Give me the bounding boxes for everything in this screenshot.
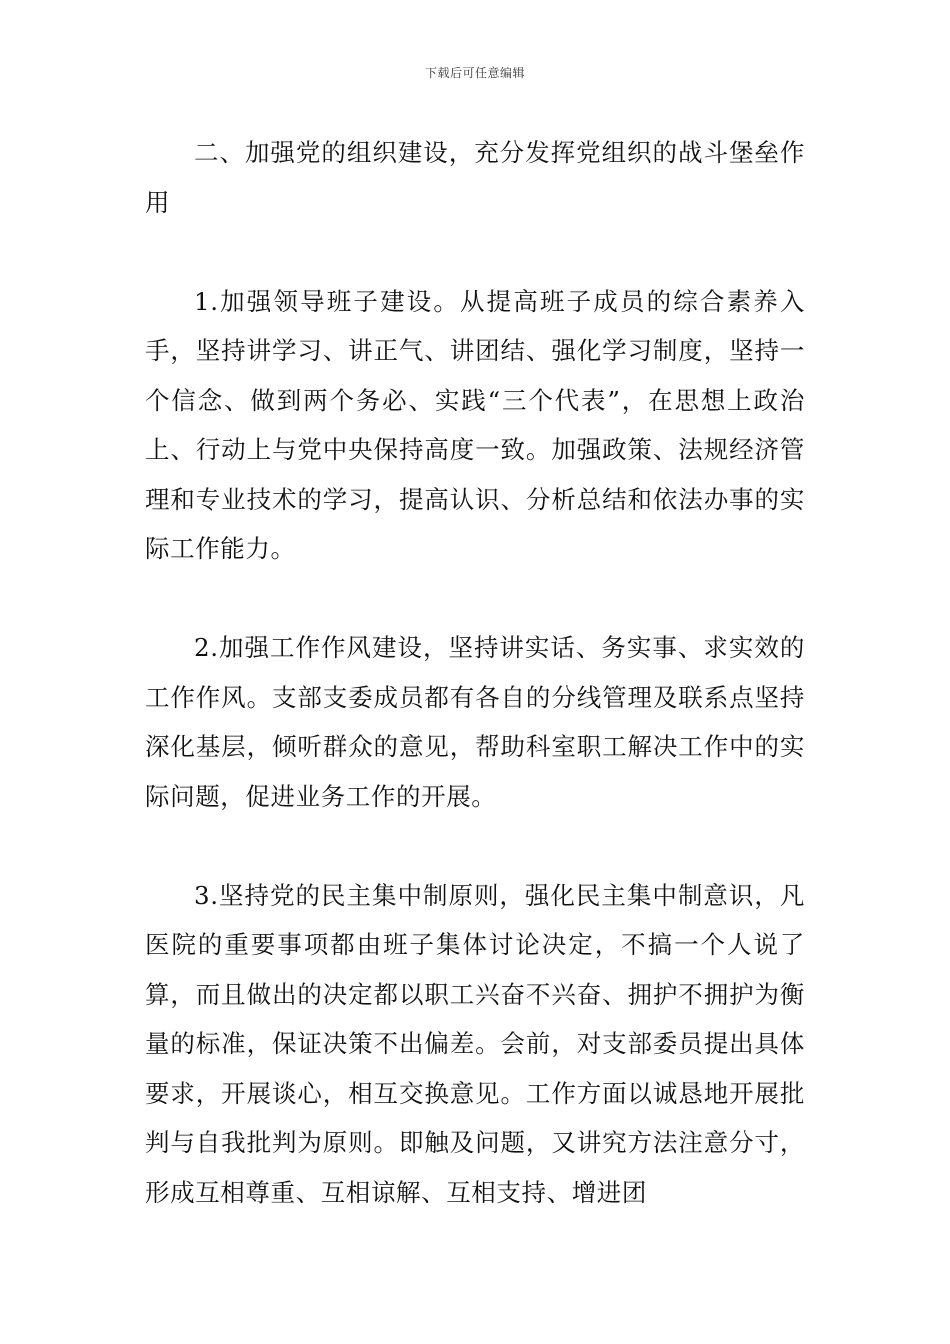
paragraph-2: 2.加强工作作风建设，坚持讲实话、务实事、求实效的工作作风。支部支委成员都有各自的分线管理及联系点坚持深化基层，倾听群众的意见，帮助科室职工解决工作中的实际问题，促进业务工作的开展。 bbox=[145, 633, 805, 811]
paragraph-3: 3.坚持党的民主集中制原则，强化民主集中制意识，凡医院的重要事项都由班子集体讨论决定，不搞一个人说了算，而且做出的决定都以职工兴奋不兴奋、拥护不拥护为衡量的标准，保证决策不出偏差。会前，对支部委员提出具体要求，开展谈心，相互交换意见。工作方面以诚恳地开展批判与自我批判为原则。即触及问题，又讲究方法注意分寸，形成互相尊重、互相谅解、互相支持、增进团 bbox=[145, 880, 805, 1207]
section-heading: 二、加强党的组织建设，充分发挥党组织的战斗堡垒作用 bbox=[145, 138, 805, 217]
document-body bbox=[145, 128, 805, 1217]
page-header: 下载后可任意编辑 bbox=[424, 66, 525, 80]
paragraph-1: 1.加强领导班子建设。从提高班子成员的综合素养入手，坚持讲学习、讲正气、讲团结、强化学习制度，坚持一个信念、做到两个务必、实践“三个代表”，在思想上政治上、行动上与党中央保持高度一致。加强政策、法规经济管理和专业技术的学习，提高认识、分析总结和依法办事的实际工作能力。 bbox=[145, 286, 805, 563]
